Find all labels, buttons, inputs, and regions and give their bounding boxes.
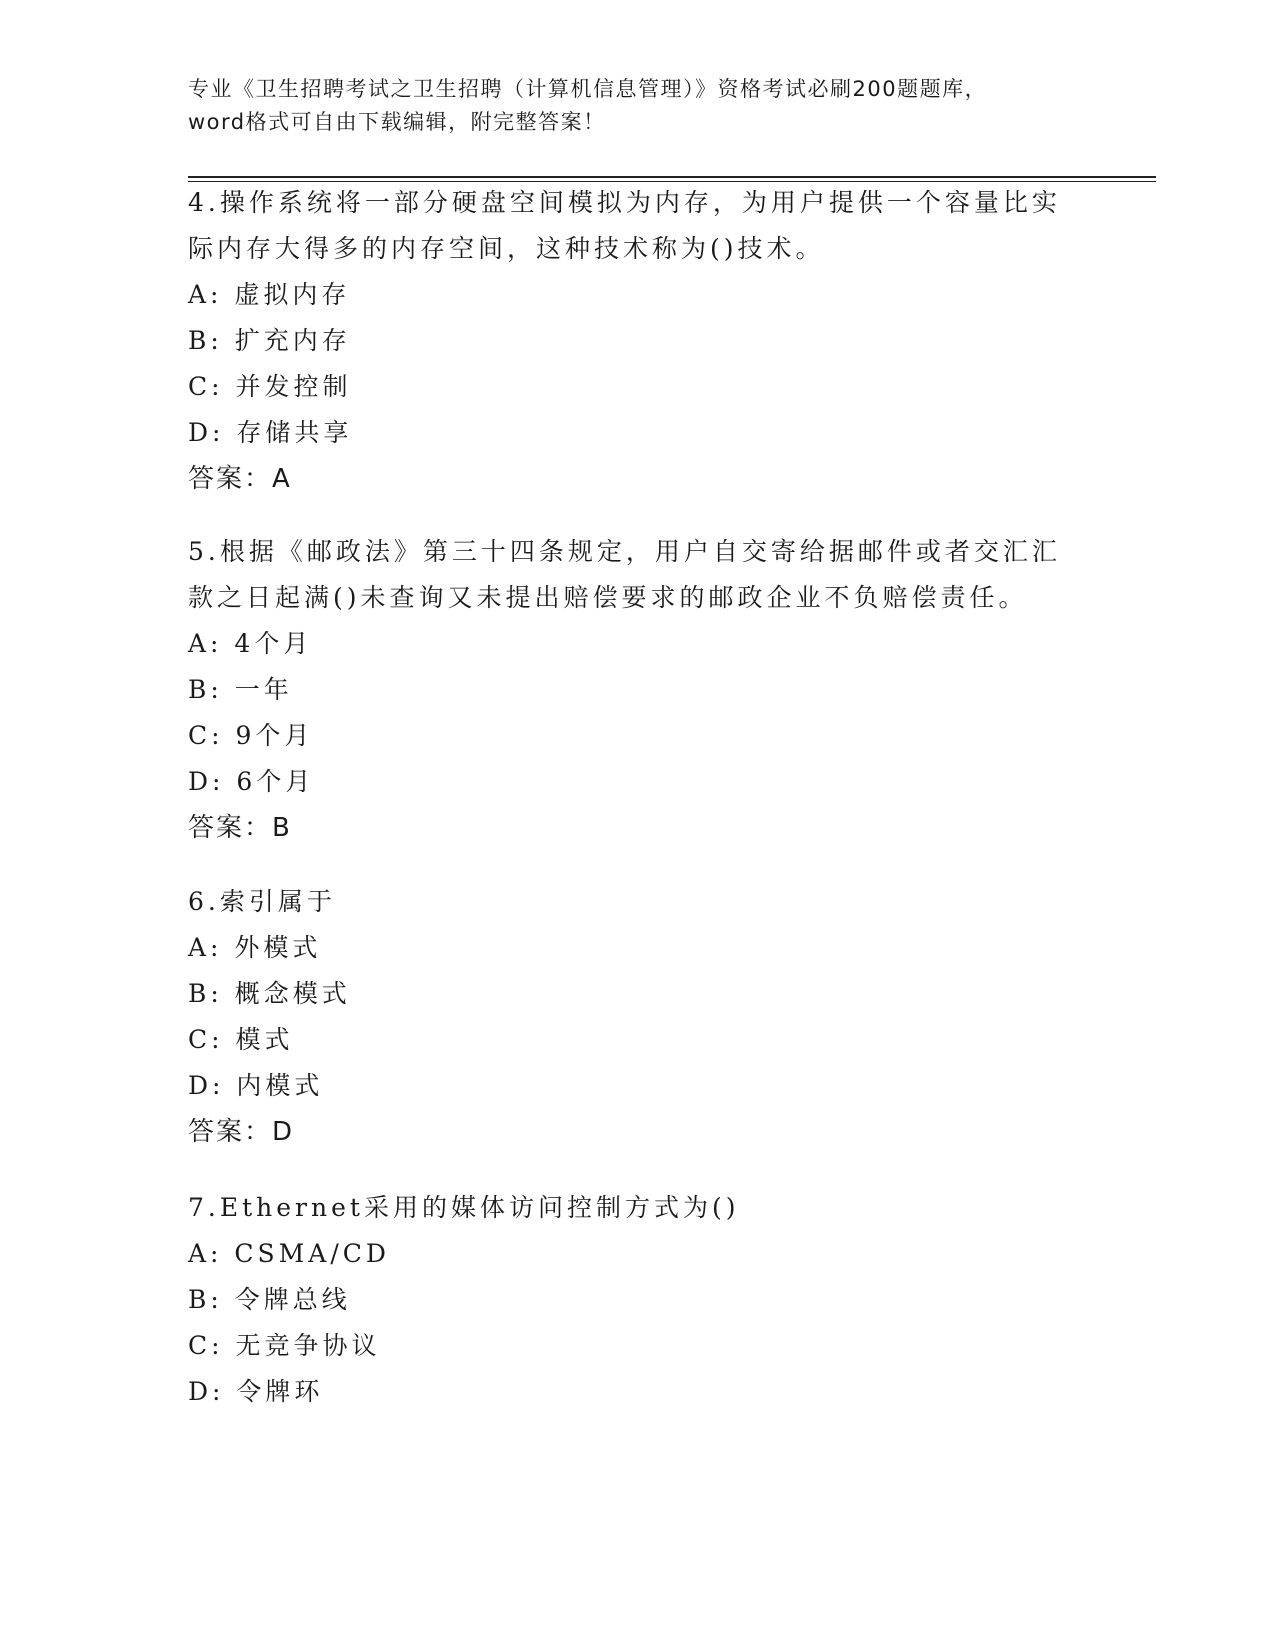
option-c: C: 并发控制 [188,372,352,401]
question-4 [188,180,1088,502]
option-a: A: CSMA/CD [188,1239,390,1268]
option-c: C: 无竞争协议 [188,1331,381,1360]
option-c: C: 模式 [188,1025,294,1054]
document-header [188,73,1088,139]
question-stem-cont: 际内存大得多的内存空间，这种技术称为()技术。 [188,234,825,263]
option-b: B: 扩充内存 [188,326,351,355]
question-7 [188,1185,1088,1415]
option-c: C: 9个月 [188,721,314,750]
answer: 答案：A [188,464,292,494]
option-b: B: 令牌总线 [188,1285,351,1314]
question-5 [188,529,1088,851]
header-line-1: 专业《卫生招聘考试之卫生招聘（计算机信息管理）》资格考试必刷200题题库， [188,77,988,101]
answer: 答案：B [188,813,292,843]
question-6 [188,879,1088,1155]
question-stem-cont: 款之日起满()未查询又未提出赔偿要求的邮政企业不负赔偿责任。 [188,583,1028,612]
option-b: B: 概念模式 [188,979,351,1008]
answer: 答案：D [188,1117,295,1147]
option-d: D: 存储共享 [188,418,353,447]
question-stem: 7.Ethernet采用的媒体访问控制方式为() [188,1193,740,1222]
option-a: A: 外模式 [188,933,322,962]
option-d: D: 6个月 [188,767,315,796]
option-a: A: 虚拟内存 [188,280,351,309]
question-stem: 6.索引属于 [188,887,336,916]
option-a: A: 4个月 [188,629,313,658]
header-divider [188,176,1156,178]
option-b: B: 一年 [188,675,293,704]
question-stem: 4.操作系统将一部分硬盘空间模拟为内存，为用户提供一个容量比实 [188,188,1061,217]
header-line-2: word格式可自由下载编辑，附完整答案！ [188,110,606,134]
option-d: D: 令牌环 [188,1377,324,1406]
question-stem: 5.根据《邮政法》第三十四条规定，用户自交寄给据邮件或者交汇汇 [188,537,1061,566]
option-d: D: 内模式 [188,1071,324,1100]
